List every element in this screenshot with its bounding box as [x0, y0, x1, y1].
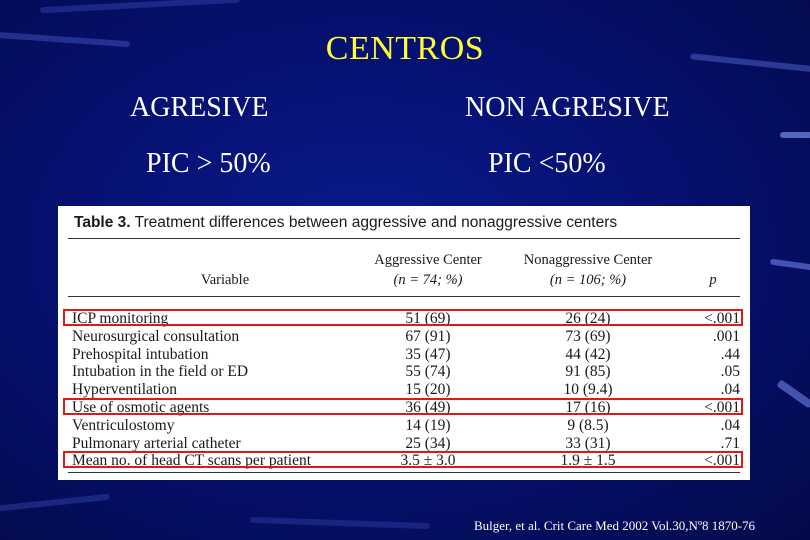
table-caption-text: Treatment differences between aggressive and nonaggressive centers [130, 214, 618, 231]
table-row [58, 310, 750, 328]
cell-variable: Prehospital intubation [72, 345, 209, 363]
table-rule-top [68, 238, 740, 239]
cell-variable: Neurosurgical consultation [72, 327, 240, 345]
left-heading: AGRESIVE [130, 92, 269, 123]
right-heading: NON AGRESIVE [465, 92, 670, 123]
cell-nonaggressive: 91 (85) [565, 363, 611, 381]
table-row [58, 399, 750, 417]
table-row [58, 381, 750, 399]
table-rule-header [68, 296, 740, 297]
cell-p: .44 [720, 345, 740, 363]
slide-title: CENTROS [325, 30, 485, 67]
cell-p: .04 [720, 381, 740, 399]
cell-variable: Hyperventilation [72, 381, 178, 399]
cell-nonaggressive: 73 (69) [565, 327, 611, 345]
decorative-streak [780, 132, 810, 138]
table-rule-bottom [68, 472, 740, 473]
table-row [58, 363, 750, 381]
citation: Bulger, et al. Crit Care Med 2002 Vol.30,Nº8 1870-76 [474, 518, 756, 533]
cell-p: <.001 [704, 452, 740, 470]
cell-p: <.001 [704, 310, 740, 327]
cell-variable: Ventriculostomy [72, 416, 175, 434]
cell-aggressive: 36 (49) [405, 399, 451, 416]
cell-nonaggressive: 17 (16) [565, 399, 611, 416]
cell-aggressive: 67 (91) [405, 327, 451, 345]
treatment-table [58, 206, 750, 480]
table-caption-label: Table 3. [74, 214, 131, 231]
cell-p: .05 [720, 363, 740, 381]
cell-nonaggressive: 10 (9.4) [563, 381, 613, 399]
decorative-streak [770, 259, 810, 272]
header-aggressive-2: (n = 74; %) [393, 272, 463, 288]
decorative-streak [776, 379, 810, 408]
table-row [58, 435, 750, 453]
cell-aggressive: 55 (74) [405, 363, 451, 381]
table-row [58, 417, 750, 435]
cell-variable: Use of osmotic agents [72, 399, 210, 416]
left-subheading: PIC > 50% [146, 148, 271, 179]
header-nonaggressive-2: (n = 106; %) [549, 272, 627, 288]
table-row [58, 346, 750, 364]
cell-p: .001 [712, 327, 740, 345]
cell-aggressive: 51 (69) [405, 310, 451, 327]
cell-variable: ICP monitoring [72, 310, 169, 327]
table-caption [74, 214, 617, 232]
decorative-streak [0, 494, 110, 513]
cell-p: .71 [720, 434, 740, 452]
cell-nonaggressive: 33 (31) [565, 434, 611, 452]
header-p: p [709, 272, 717, 288]
cell-nonaggressive: 9 (8.5) [567, 416, 609, 434]
header-variable: Variable [200, 272, 250, 288]
cell-nonaggressive: 44 (42) [565, 345, 611, 363]
decorative-streak [40, 0, 240, 13]
cell-p: <.001 [704, 399, 740, 416]
right-subheading: PIC <50% [488, 148, 606, 179]
cell-aggressive: 15 (20) [405, 381, 451, 399]
cell-p: .04 [720, 416, 740, 434]
cell-nonaggressive: 26 (24) [565, 310, 611, 327]
cell-aggressive: 25 (34) [405, 434, 451, 452]
cell-aggressive: 35 (47) [405, 345, 451, 363]
cell-variable: Pulmonary arterial catheter [72, 434, 241, 452]
cell-aggressive: 3.5 ± 3.0 [400, 452, 456, 470]
header-nonaggressive-1: Nonaggressive Center [523, 252, 653, 268]
table-row [58, 328, 750, 346]
cell-aggressive: 14 (19) [405, 416, 451, 434]
decorative-streak [250, 517, 430, 529]
cell-nonaggressive: 1.9 ± 1.5 [560, 452, 616, 470]
cell-variable: Intubation in the field or ED [72, 363, 249, 381]
header-aggressive-1: Aggressive Center [374, 252, 482, 268]
cell-variable: Mean no. of head CT scans per patient [72, 452, 312, 470]
table-row [58, 452, 750, 470]
